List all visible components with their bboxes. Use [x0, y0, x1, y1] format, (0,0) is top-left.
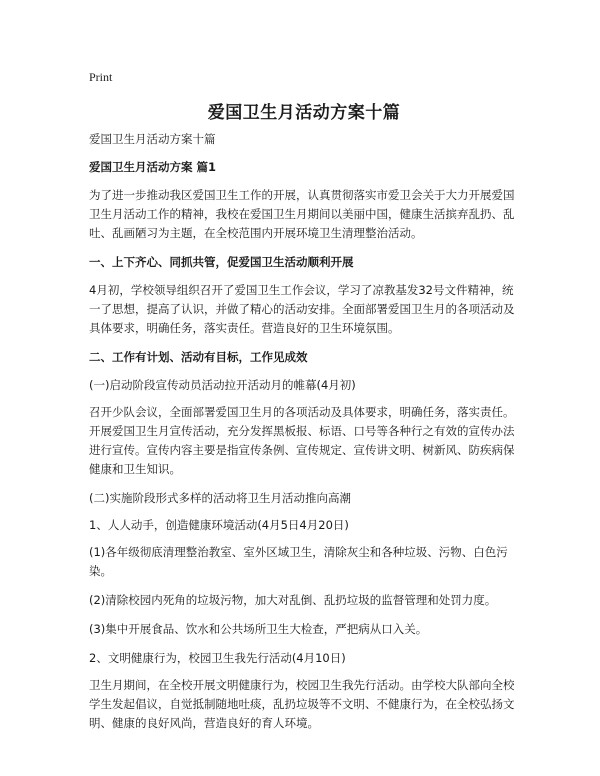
- paragraph-3: 卫生月期间，在全校开展文明健康行为，校园卫生我先行活动。由学校大队部向全校学生发起倡议，自觉抵制随地吐痰，乱扔垃圾等不文明、不健康行为，在全校弘扬文明、健康的良好风尚，营造良好的育人环境。: [89, 678, 515, 730]
- paragraph-1: 4月初，学校领导组织召开了爱国卫生工作会议，学习了凉教基发32号文件精神，统一了思想，提高了认识，并做了精心的活动安排。全面部署爱国卫生月的各项活动及具体要求，明确任务，落实责任。营造良好的卫生环境氛围。: [89, 283, 515, 335]
- page-title: 爱国卫生月活动方案十篇: [207, 103, 401, 123]
- list-item-3: (3)集中开展食品、饮水和公共场所卫生大检查，严把病从口入关。: [89, 622, 428, 636]
- paragraph-2: 召开少队会议，全面部署爱国卫生月的各项活动及具体要求，明确任务，落实责任。开展爱国卫生月宣传活动，充分发挥黑板报、标语、口号等各种行之有效的宣传办法进行宣传。宣传内容主要是指宣传条例、宣传规定、宣传讲文明、树新风、防疾病保健康和卫生知识。: [89, 405, 515, 476]
- activity-heading-1: 1、人人动手，创造健康环境活动(4月5日4月20日): [89, 518, 349, 532]
- article-heading: 爱国卫生月活动方案 篇1: [89, 160, 217, 174]
- section-heading-1: 一、上下齐心、同抓共管，促爱国卫生活动顺利开展: [89, 255, 354, 269]
- intro-paragraph: 为了进一步推动我区爱国卫生工作的开展，认真贯彻落实市爱卫会关于大力开展爱国卫生月活动工作的精神，我校在爱国卫生月期间以美丽中国，健康生活摈弃乱扔、乱吐、乱画陋习为主题，在全校范围内开展环境卫生清理整治活动。: [89, 188, 515, 240]
- subsection-heading-1: (一)启动阶段宣传动员活动拉开活动月的帷幕(4月初): [89, 378, 356, 392]
- activity-heading-2: 2、文明健康行为，校园卫生我先行活动(4月10日): [89, 651, 346, 665]
- document-subtitle: 爱国卫生月活动方案十篇: [89, 132, 216, 146]
- document-body: [89, 130, 519, 743]
- list-item-2: (2)清除校园内死角的垃圾污物，加大对乱倒、乱扔垃圾的监督管理和处罚力度。: [89, 593, 497, 607]
- subsection-heading-2: (二)实施阶段形式多样的活动将卫生月活动推向高潮: [89, 491, 351, 505]
- section-heading-2: 二、工作有计划、活动有目标，工作见成效: [89, 350, 308, 364]
- list-item-1: (1)各年级彻底清理整治教室、室外区域卫生，清除灰尘和各种垃圾、污物、白色污染。: [89, 545, 508, 578]
- print-link[interactable]: Print: [89, 70, 113, 84]
